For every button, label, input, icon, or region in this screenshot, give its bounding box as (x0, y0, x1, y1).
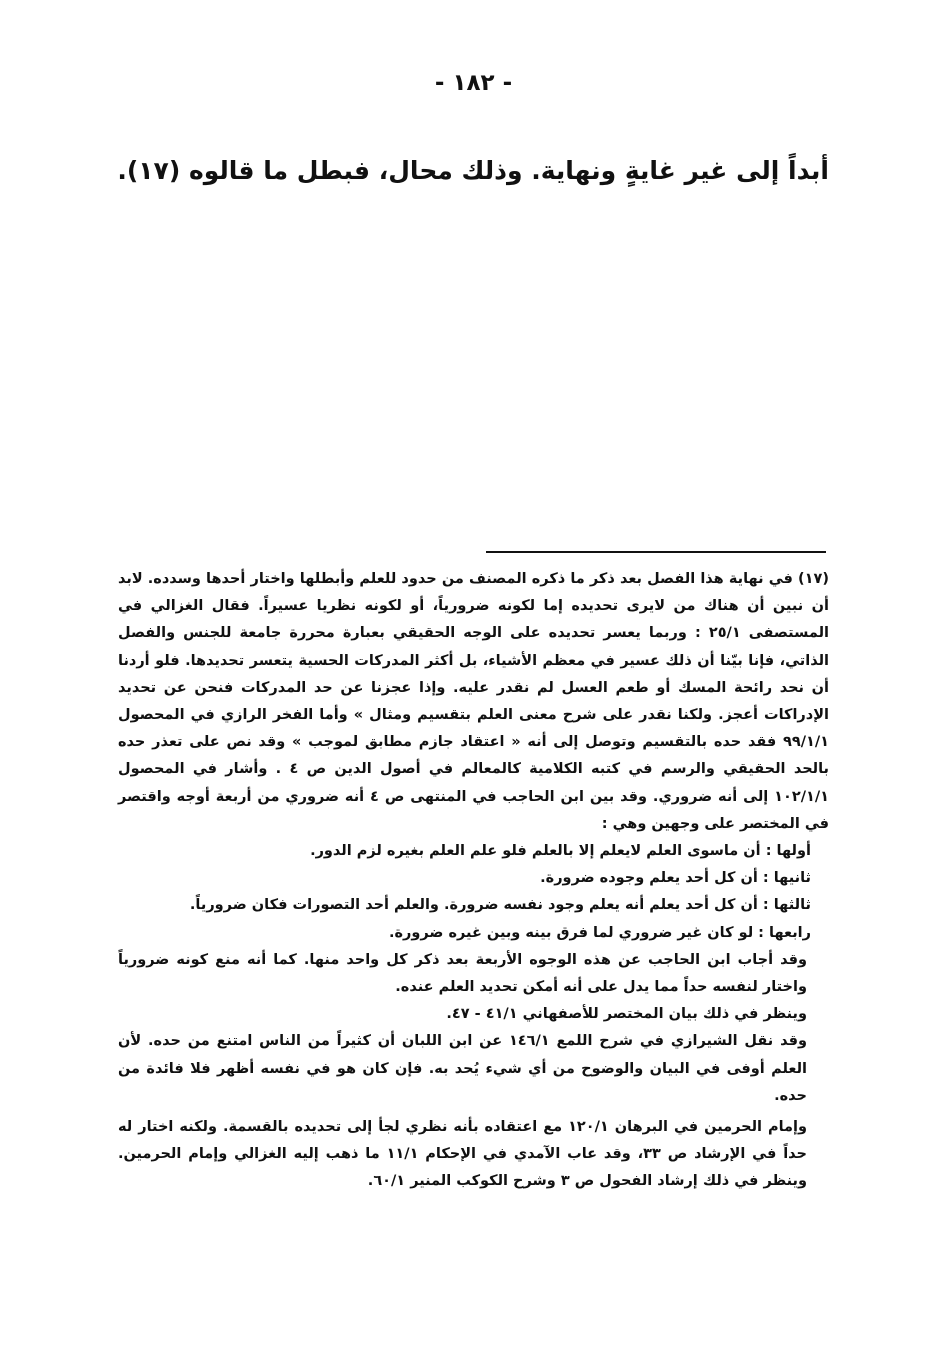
footnote-block (118, 566, 829, 1196)
footnote-paragraph: وقد أجاب ابن الحاجب عن هذه الوجوه الأربعة بعد ذكر كل واحد منها. كما أنه منع كونه ضرورياً واختار لنفسه حداً مما يدل على أنه أمكن تحديد العلم عنده. (118, 951, 807, 996)
footnote-paragraph: (١٧) في نهاية هذا الفصل بعد ذكر ما ذكره المصنف من حدود للعلم وأبطلها واختار أحدها وسدده. لابد أن نبين أن هناك من لايرى تحديده إما لكونه ضرورياً، أو لكونه نظريا عسيراً. فقال الغزالي في المستصفى ٢٥/١ : وربما يعسر تحديده على الوجه الحقيقي بعبارة محررة جامعة للجنس والفصل الذاتي، فإنا بيّنا أن ذلك عسير في معظم الأشياء، بل أكثر المدركات الحسية يتعسر تحديدها. فلو أردنا أن نحد رائحة المسك أو طعم العسل لم نقدر عليه. وإذا عجزنا عن حد المدركات فنحن عن تحديد الإدراكات أعجز. ولكنا نقدر على شرح معنى العلم بتقسيم ومثال » وأما الفخر الرازي في المحصول ٩٩/١/١ فقد حده بالتقسيم وتوصل إلى أنه « اعتقاد جازم مطابق لموجب » وقد نص على تعذر حده بالحد الحقيقي والرسم في كتبه الكلامية كالمعالم في أصول الدين ص ٤ . وأشار في المحصول ١٠٢/١/١ إلى أنه ضروري. وقد بين ابن الحاجب في المنتهى ص ٤ أنه ضروري من أربعة أوجه واقتصر في المختصر على وجهين وهي : (118, 571, 829, 832)
footnote-list-item: ثانيها : أن كل أحد يعلم وجوده ضرورة. (540, 870, 811, 887)
footnote-list-item: رابعها : لو كان غير ضروري لما فرق بينه وبين غيره ضرورة. (388, 924, 811, 941)
page-number: - ١٨٢ - (434, 70, 513, 96)
footnote-list-item: ثالثها : أن كل أحد يعلم أنه يعلم وجود نفسه ضرورة. والعلم أحد التصورات فكان ضرورياً. (189, 897, 811, 914)
footnote-paragraph: وإمام الحرمين في البرهان ١٢٠/١ مع اعتقاده بأنه نظري لجأ إلى تحديده بالقسمة. ولكنه اختار له حداً في الإرشاد ص ٣٣، وقد عاب الآمدي في الإحكام ١١/١ ما ذهب إليه الغزالي وإمام الحرمين. وينظر في ذلك إرشاد الفحول ص ٣ وشرح الكوكب المنير ٦٠/١. (118, 1119, 808, 1190)
footnote-paragraph: وينظر في ذلك بيان المختصر للأصفهاني ٤١/١ - ٤٧. (446, 1006, 807, 1023)
footnote-list-item: أولها : أن ماسوى العلم لايعلم إلا بالعلم فلو علم العلم بغيره لزم الدور. (310, 843, 811, 860)
footnote-paragraph: وقد نقل الشيرازي في شرح اللمع ١٤٦/١ عن ابن اللبان أن كثيراً من الناس امتنع من حده. لأن العلم أوفى في البيان والوضوح من أي شيء يُحد به. فإن كان هو في نفسه أظهر فلا فائدة من حده. (118, 1033, 807, 1104)
footnote-divider (486, 551, 826, 553)
main-text: أبداً إلى غير غايةٍ ونهاية. وذلك محال، فبطل ما قالوه (١٧). (117, 156, 829, 185)
